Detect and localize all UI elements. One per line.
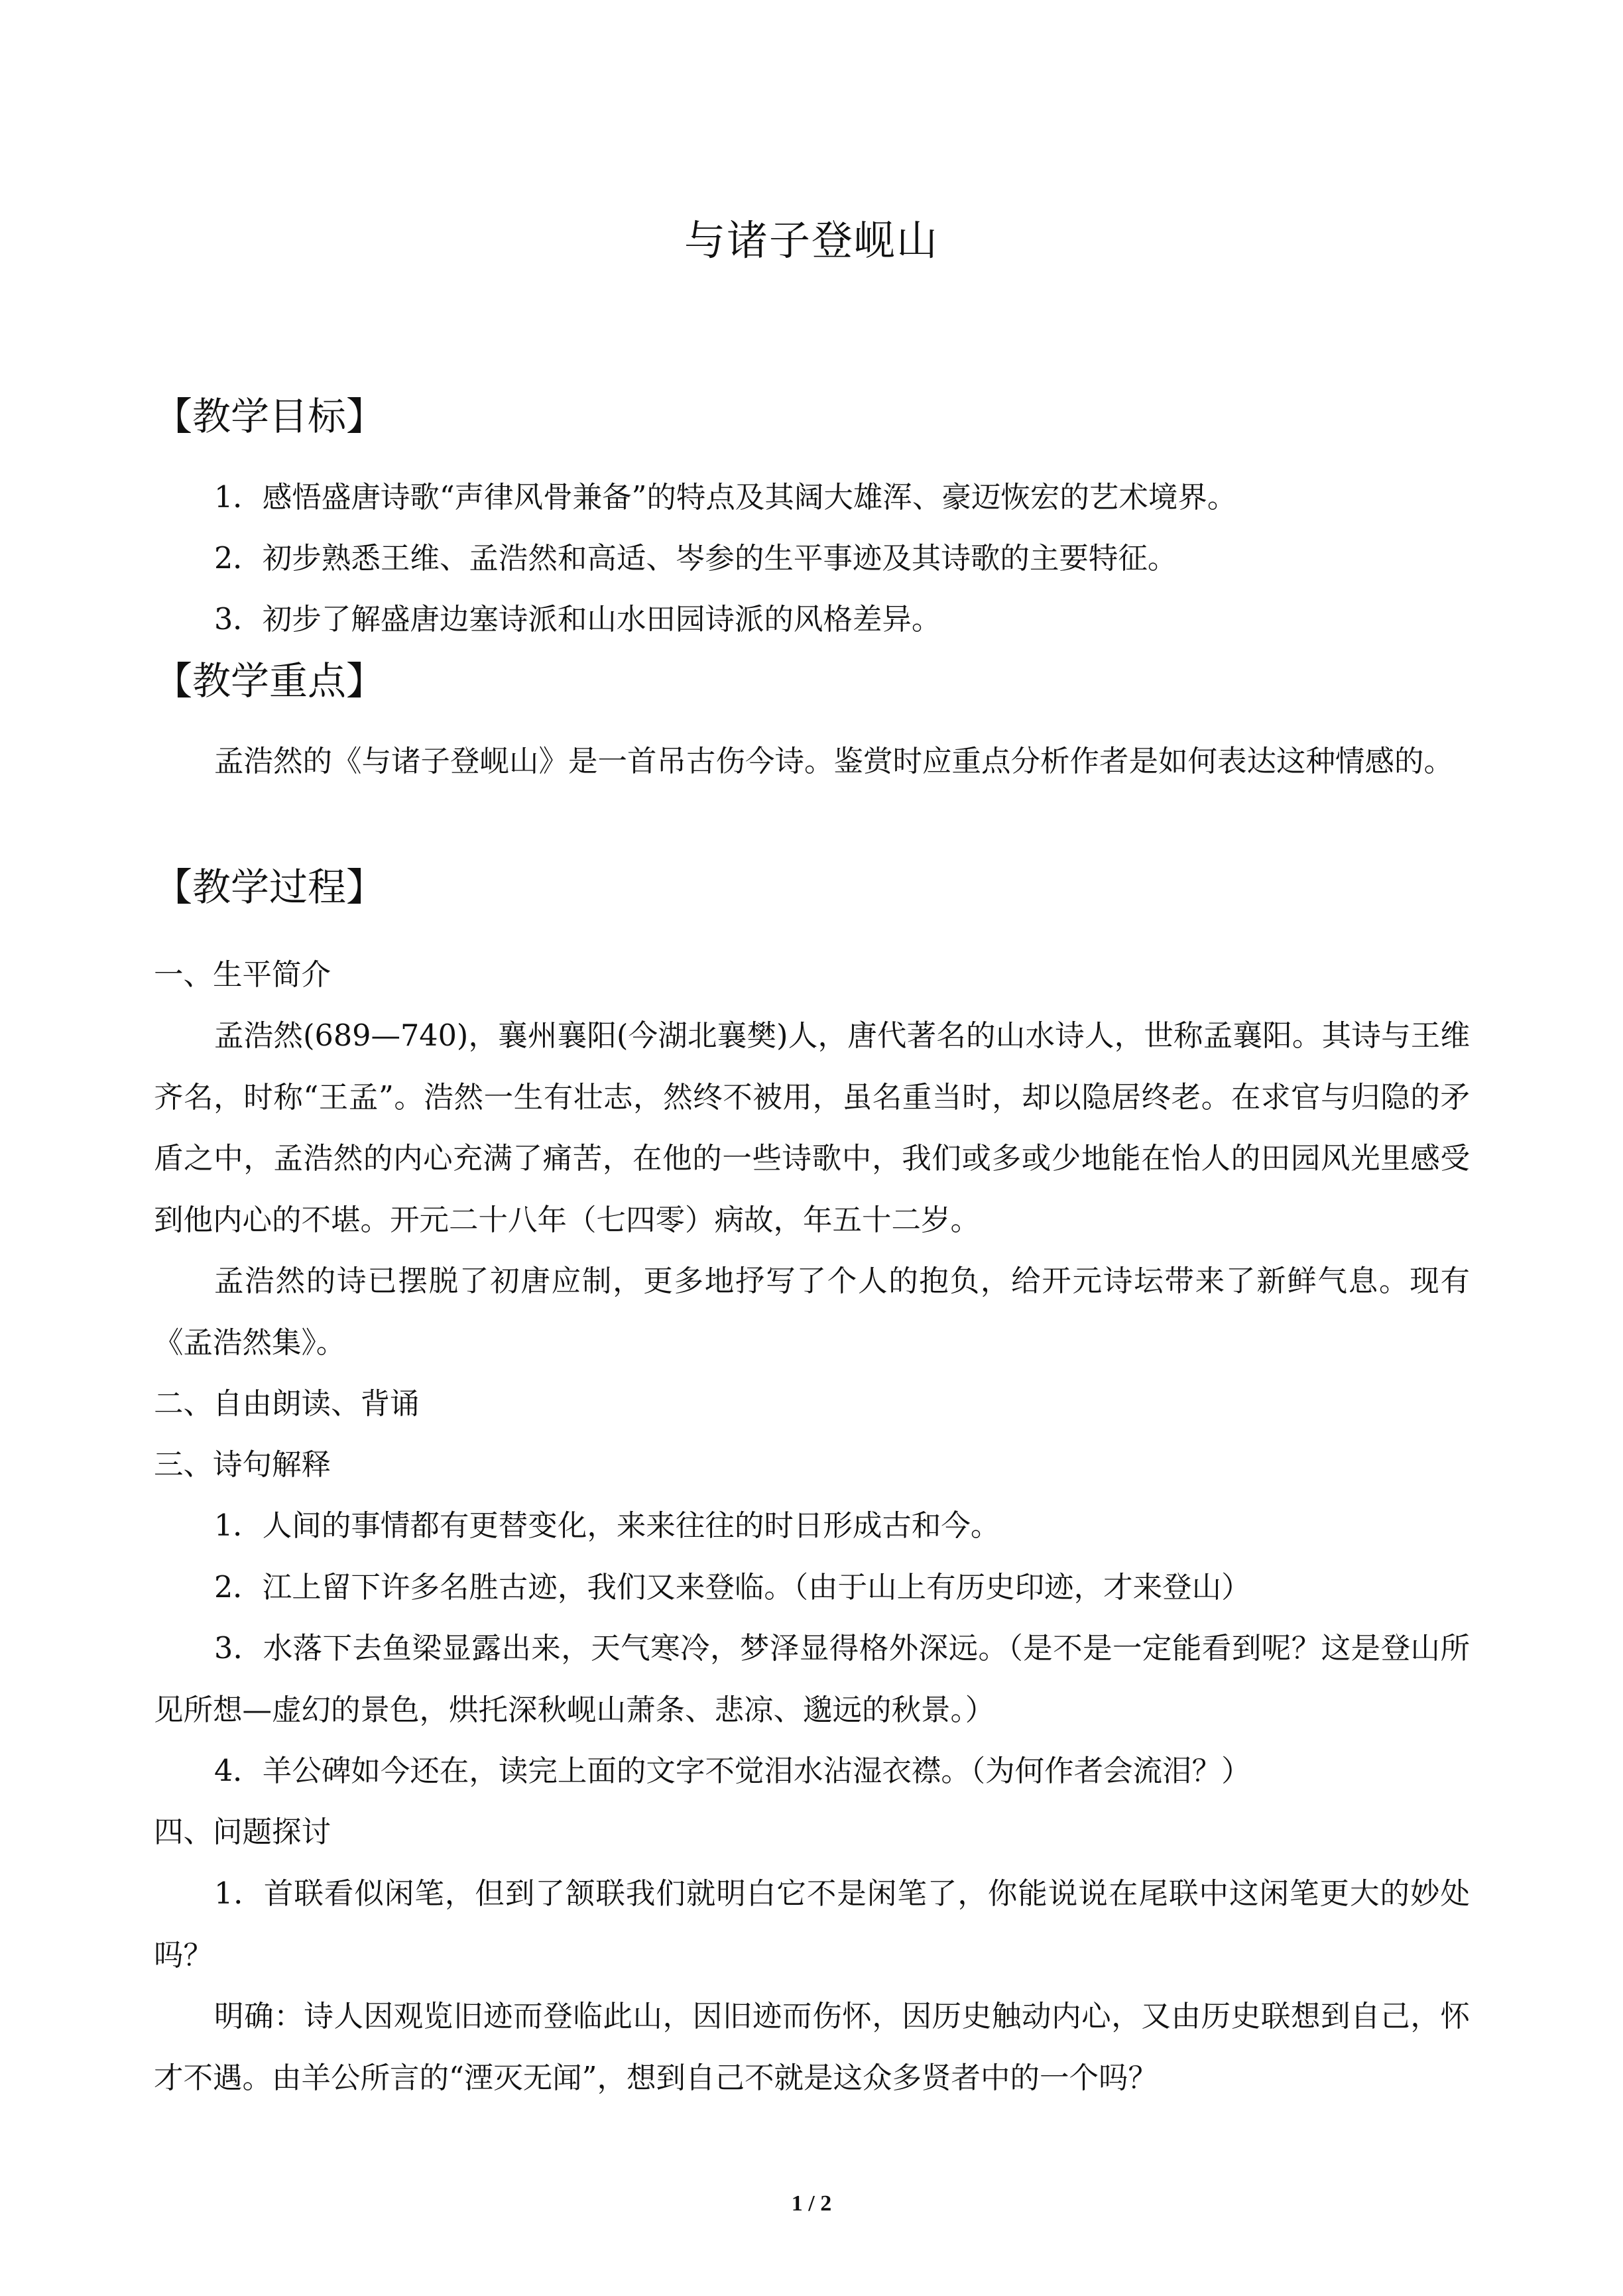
part4-question: 1．首联看似闲笔，但到了颔联我们就明白它不是闲笔了，你能说说在尾联中这闲笔更大的妙处吗？ — [154, 1877, 1470, 1972]
part4-answer: 明确：诗人因观览旧迹而登临此山，因旧迹而伤怀，因历史触动内心，又由历史联想到自己，怀才不遇。由羊公所言的“湮灭无闻”，想到自己不就是这众多贤者中的一个吗？ — [154, 2000, 1470, 2095]
part3-item-1: 1．人间的事情都有更替变化，来来往往的时日形成古和今。 — [214, 1509, 1000, 1543]
objective-item-2: 2．初步熟悉王维、孟浩然和高适、岑参的生平事迹及其诗歌的主要特征。 — [214, 542, 1177, 575]
objective-item-1: 1．感悟盛唐诗歌“声律风骨兼备”的特点及其阔大雄浑、豪迈恢宏的艺术境界。 — [214, 481, 1237, 514]
part3-item-2: 2．江上留下许多名胜古迹，我们又来登临。（由于山上有历史印迹，才来登山） — [214, 1571, 1251, 1604]
objective-item-3: 3．初步了解盛唐边塞诗派和山水田园诗派的风格差异。 — [214, 603, 941, 636]
part3-title: 三、诗句解释 — [154, 1448, 331, 1482]
part2-title: 二、自由朗读、背诵 — [154, 1387, 420, 1421]
page-number: 1 / 2 — [791, 2191, 832, 2216]
key-points-heading: 【教学重点】 — [154, 658, 385, 703]
part1-paragraph-1: 孟浩然(689—740)，襄州襄阳(今湖北襄樊)人，唐代著名的山水诗人，世称孟襄阳。其诗与王维齐名，时称“王孟”。浩然一生有壮志，然终不被用，虽名重当时，却以隐居终老。在求官与归隐的矛盾之中，孟浩然的内心充满了痛苦，在他的一些诗歌中，我们或多或少地能在怡人的田园风光里感受到他内心的不堪。开元二十八年（七四零）病故，年五十二岁。 — [154, 1019, 1470, 1237]
key-points-text: 孟浩然的《与诸子登岘山》是一首吊古伤今诗。鉴赏时应重点分析作者是如何表达这种情感的。 — [214, 745, 1454, 778]
objectives-heading: 【教学目标】 — [154, 394, 385, 439]
part1-title: 一、生平简介 — [154, 958, 331, 992]
process-heading: 【教学过程】 — [154, 865, 385, 910]
part3-item-4: 4．羊公碑如今还在，读完上面的文字不觉泪水沾湿衣襟。（为何作者会流泪？） — [214, 1754, 1251, 1788]
part4-title: 四、问题探讨 — [154, 1815, 331, 1849]
part1-paragraph-2: 孟浩然的诗已摆脱了初唐应制，更多地抒写了个人的抱负，给开元诗坛带来了新鲜气息。现有《孟浩然集》。 — [154, 1264, 1470, 1360]
part3-item-3: 3．水落下去鱼梁显露出来，天气寒冷，梦泽显得格外深远。（是不是一定能看到呢？这是登山所见所想—虚幻的景色，烘托深秋岘山萧条、悲凉、邈远的秋景。） — [154, 1632, 1470, 1727]
document-title: 与诸子登岘山 — [684, 216, 939, 265]
